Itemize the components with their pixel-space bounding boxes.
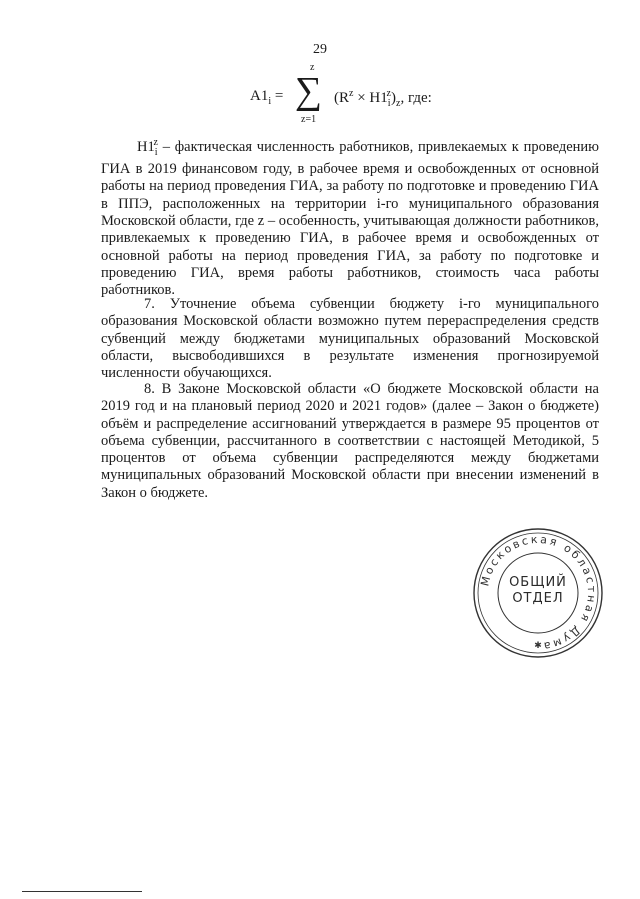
sum-upper-limit: z: [310, 62, 315, 73]
stamp-center-line1: ОБЩИЙ: [509, 575, 567, 590]
definition-symbol: $H1_i^z$: [137, 137, 158, 158]
stamp-center-line2: ОТДЕЛ: [512, 591, 564, 606]
sum-sign: ∑: [295, 70, 323, 112]
sum-lower-limit: z=1: [301, 114, 317, 125]
stamp-center: [506, 575, 570, 607]
formula-rhs: $(R^z \times H1_i^z)_z$, где:: [334, 88, 432, 109]
footer-divider: [22, 891, 142, 892]
official-stamp: [472, 527, 604, 659]
paragraph-7: 7. Уточнение объема субвенции бюджету i-го муниципального образования Московской области возможно путем перераспределения средств субвенций между бюджетами муниципальных образований Московской области, высвободившихся в результате изменения прогнозируемой численности обучающихся.: [101, 296, 599, 382]
stamp-ring-text: Московская областная Дума: [478, 532, 599, 653]
definition-text: – фактическая численность работников, привлекаемых к проведению ГИА в 2019 финансовом году, в рабочее время и освобожденных от основной работы на период проведения ГИА, за работу по подготовке и проведению ГИА в ППЭ, расположенных на территории i-го муниципального образования Московской области, где z – особенность, учитывающая должности работников, привлекаемых к проведению ГИА, в рабочее время и освобожденных от основной работы на период проведения ГИА, за работу по подготовке и проведению ГИА, время работы работников, стоимость часа работы работников.: [101, 138, 599, 299]
page-number: 29: [313, 42, 327, 57]
svg-text:✱: ✱: [534, 641, 542, 651]
paragraph-8: 8. В Законе Московской области «О бюджете Московской области на 2019 год и на плановый период 2020 и 2021 годов» (далее – Закон о бюджете) объём и распределение ассигнований утверждается в размере 95 процентов от объема субвенции, рассчитанного в соответствии с настоящей Методикой, 5 процентов от объема субвенции распределяются между бюджетами муниципальных образований Московской области при внесении изменений в Закон о бюджете.: [101, 381, 599, 501]
formula-lhs: $A1_i$ =: [250, 88, 284, 107]
definition-paragraph: [101, 134, 599, 299]
